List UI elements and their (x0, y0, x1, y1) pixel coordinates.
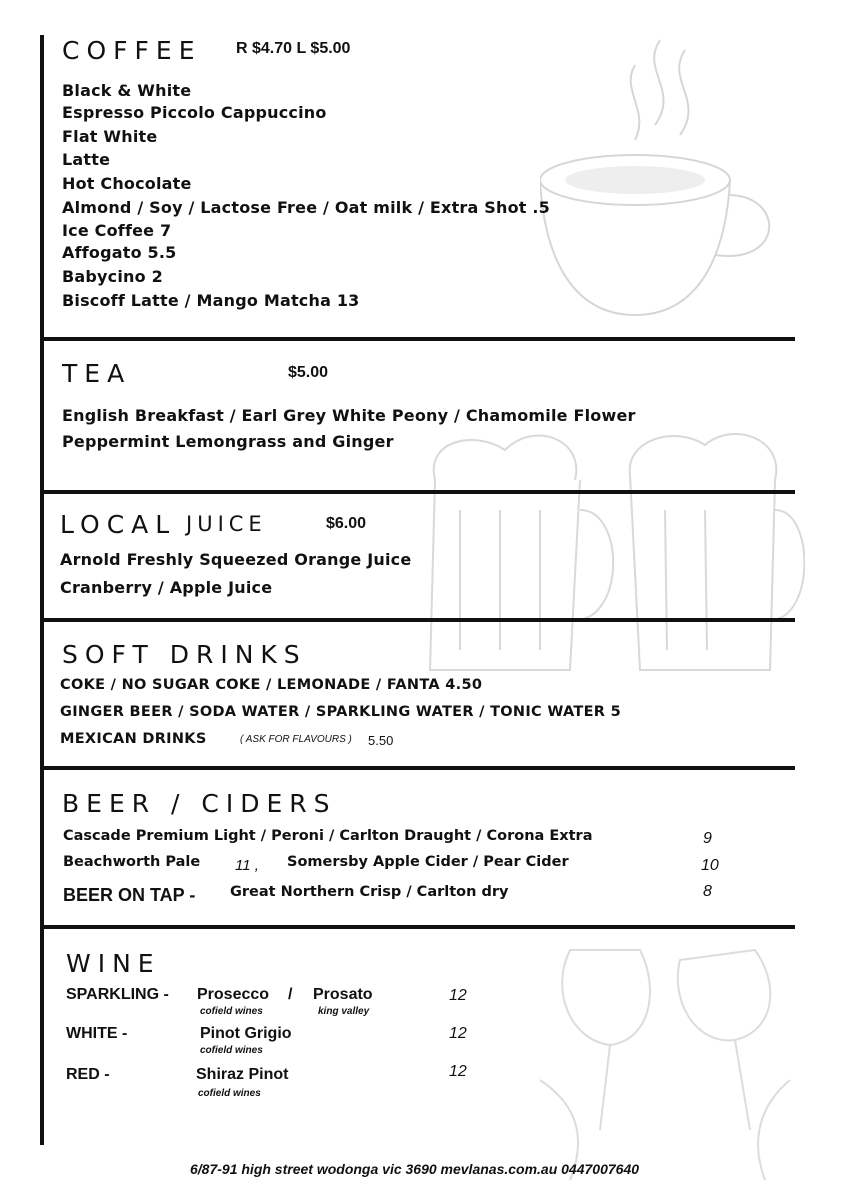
coffee-item: Ice Coffee 7 (62, 221, 172, 240)
coffee-cup-illustration (540, 30, 790, 330)
coffee-item: Almond / Soy / Lactose Free / Oat milk / Extra Shot .5 (62, 198, 551, 217)
beer-line: Cascade Premium Light / Peroni / Carlton Draught / Corona Extra (63, 828, 593, 844)
beechworth-pale: Beachworth Pale (63, 854, 201, 870)
divider-soft-beer (40, 766, 795, 770)
red-label: RED - (66, 1066, 110, 1083)
divider-juice-soft (40, 618, 795, 622)
coffee-item: Black & White (62, 81, 192, 100)
beer-title: BEER / CIDERS (62, 789, 337, 818)
mexican-drinks-label: MEXICAN DRINKS (60, 731, 207, 747)
mexican-drinks-price: 5.50 (368, 733, 394, 748)
soft-drinks-line: COKE / NO SUGAR COKE / LEMONADE / FANTA 4.50 (60, 677, 483, 693)
prosato-item: Prosato (313, 986, 373, 1003)
white-note: cofield wines (200, 1045, 263, 1056)
juice-title-2: JUICE (186, 512, 267, 536)
coffee-item: Flat White (62, 127, 158, 146)
prosato-note: king valley (318, 1006, 370, 1017)
prosecco-note: cofield wines (200, 1006, 263, 1017)
coffee-item: Latte (62, 150, 111, 169)
divider-tea-juice (40, 490, 795, 494)
coffee-item: Babycino 2 (62, 267, 163, 286)
coffee-item: Biscoff Latte / Mango Matcha 13 (62, 291, 360, 310)
juice-item: Cranberry / Apple Juice (60, 578, 273, 597)
sparkling-separator: / (288, 986, 293, 1003)
red-item: Shiraz Pinot (196, 1066, 289, 1083)
juice-item: Arnold Freshly Squeezed Orange Juice (60, 550, 412, 569)
juice-title: LOCAL (60, 510, 177, 539)
red-note: cofield wines (198, 1088, 261, 1099)
menu-left-rule (40, 35, 44, 1145)
tea-title: TEA (62, 359, 132, 388)
white-item: Pinot Grigio (200, 1025, 292, 1042)
beer-on-tap-items: Great Northern Crisp / Carlton dry (230, 884, 509, 900)
sparkling-price: 12 (449, 987, 467, 1004)
beer-mugs-illustration (415, 420, 805, 680)
soft-drinks-title: SOFT DRINKS (62, 640, 307, 669)
sparkling-label: SPARKLING - (66, 986, 169, 1003)
juice-price: $6.00 (326, 515, 367, 532)
white-label: WHITE - (66, 1025, 128, 1042)
wine-glasses-illustration (510, 930, 810, 1190)
tea-item: English Breakfast / Earl Grey White Peony / Chamomile Flower (62, 406, 636, 425)
ciders-line: Somersby Apple Cider / Pear Cider (287, 854, 569, 870)
wine-title: WINE (66, 949, 161, 978)
beer-on-tap-price: 8 (703, 883, 712, 900)
coffee-title: COFFEE (62, 36, 202, 65)
tea-item: Peppermint Lemongrass and Ginger (62, 432, 394, 451)
divider-beer-wine (40, 925, 795, 929)
beer-line2-price: 10 (701, 857, 719, 874)
beechworth-price: 11 , (235, 857, 259, 874)
beer-on-tap-label: BEER ON TAP - (63, 885, 196, 905)
divider-coffee-tea (40, 337, 795, 341)
white-price: 12 (449, 1025, 467, 1042)
red-price: 12 (449, 1063, 467, 1080)
tea-price: $5.00 (288, 364, 329, 381)
footer-contact: 6/87-91 high street wodonga vic 3690 mevlanas.com.au 0447007640 (190, 1161, 640, 1177)
soft-drinks-line: GINGER BEER / SODA WATER / SPARKLING WATER / TONIC WATER 5 (60, 704, 621, 720)
coffee-price: R $4.70 L $5.00 (236, 40, 351, 57)
coffee-item: Affogato 5.5 (62, 243, 177, 262)
prosecco-item: Prosecco (197, 986, 270, 1003)
coffee-item: Espresso Piccolo Cappuccino (62, 103, 327, 122)
beer-line1-price: 9 (703, 830, 712, 847)
coffee-item: Hot Chocolate (62, 174, 192, 193)
mexican-drinks-note: ( ASK FOR FLAVOURS ) (240, 734, 352, 745)
